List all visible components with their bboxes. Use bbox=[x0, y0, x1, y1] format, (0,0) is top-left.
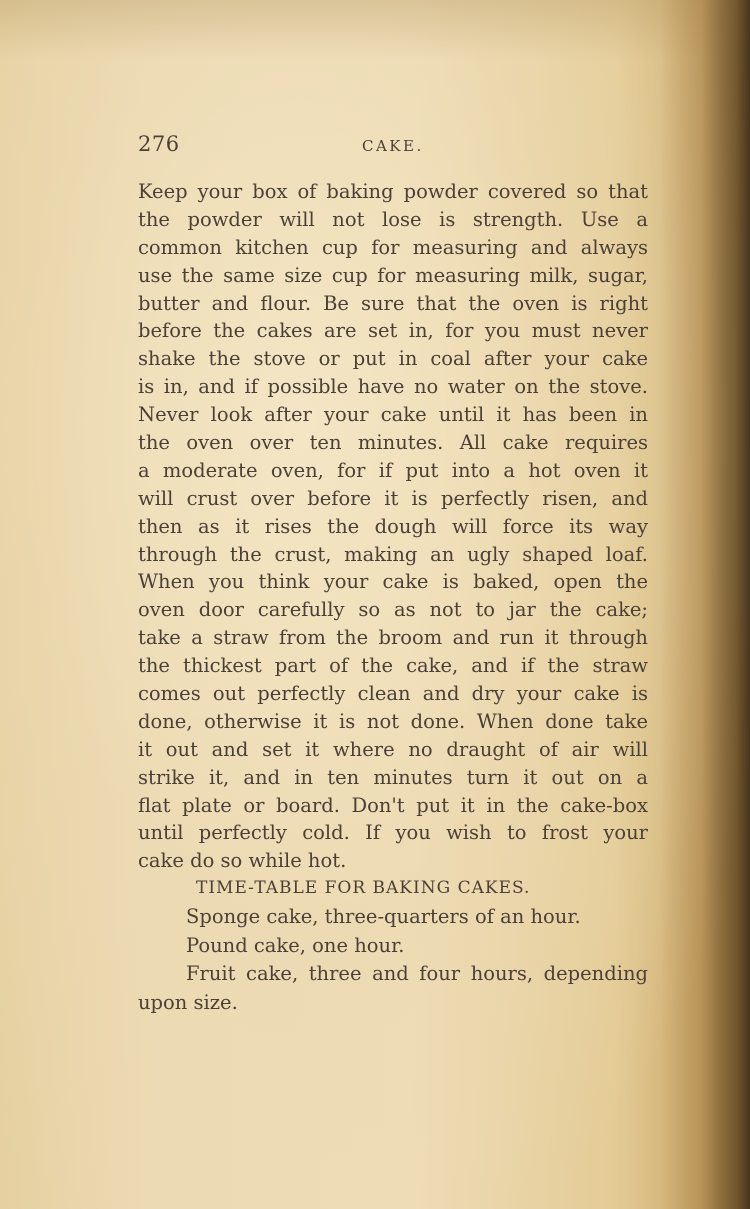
paragraph bbox=[138, 178, 648, 875]
text-line: through the crust, making an ugly shaped loaf. bbox=[138, 542, 648, 566]
text-line: the thickest part of the cake, and if the straw bbox=[138, 654, 648, 678]
time-table-entry: Fruit cake, three and four hours, depending bbox=[186, 962, 648, 986]
text-line: then as it rises the dough will force its way bbox=[138, 514, 648, 538]
page-body bbox=[138, 178, 648, 1017]
text-line: will crust over before it is perfectly risen, and bbox=[138, 486, 648, 510]
text-line: is in, and if possible have no water on the stove. bbox=[138, 375, 648, 399]
text-line: a moderate oven, for if put into a hot oven it bbox=[138, 458, 648, 482]
text-line: done, otherwise it is not done. When done take bbox=[138, 709, 648, 733]
text-line: When you think your cake is baked, open the bbox=[138, 570, 648, 594]
text-line: Keep your box of baking powder covered so that bbox=[138, 180, 648, 203]
text-line: Never look after your cake until it has been in bbox=[138, 403, 648, 427]
time-table-entry: Sponge cake, three-quarters of an hour. bbox=[186, 905, 581, 929]
text-line: until perfectly cold. If you wish to frost your bbox=[138, 821, 648, 845]
text-line: use the same size cup for measuring milk, sugar, bbox=[138, 263, 648, 287]
text-line: take a straw from the broom and run it through bbox=[138, 626, 648, 650]
text-line: flat plate or board. Don't put it in the cake-box bbox=[138, 793, 648, 817]
text-line: common kitchen cup for measuring and always bbox=[138, 235, 648, 259]
time-table-entry: Pound cake, one hour. bbox=[186, 933, 405, 957]
page-number: 276 bbox=[138, 132, 180, 156]
time-table bbox=[138, 875, 648, 1016]
text-line: butter and flour. Be sure that the oven is right bbox=[138, 291, 648, 315]
page-header bbox=[138, 132, 648, 160]
time-table-entry-continuation: upon size. bbox=[138, 990, 238, 1014]
text-line: the oven over ten minutes. All cake requires bbox=[138, 431, 648, 455]
time-table-heading: TIME-TABLE FOR BAKING CAKES. bbox=[196, 878, 531, 899]
text-line: oven door carefully so as not to jar the cake; bbox=[138, 598, 648, 622]
text-line: the powder will not lose is strength. Use a bbox=[138, 207, 648, 231]
text-line: shake the stove or put in coal after your cake bbox=[138, 347, 648, 371]
text-line: comes out perfectly clean and dry your cake is bbox=[138, 682, 648, 706]
text-line: before the cakes are set in, for you must never bbox=[138, 319, 648, 343]
text-line: cake do so while hot. bbox=[138, 849, 347, 873]
text-line: strike it, and in ten minutes turn it out on a bbox=[138, 765, 648, 789]
running-head: CAKE. bbox=[362, 137, 424, 155]
text-line: it out and set it where no draught of air will bbox=[138, 737, 648, 761]
